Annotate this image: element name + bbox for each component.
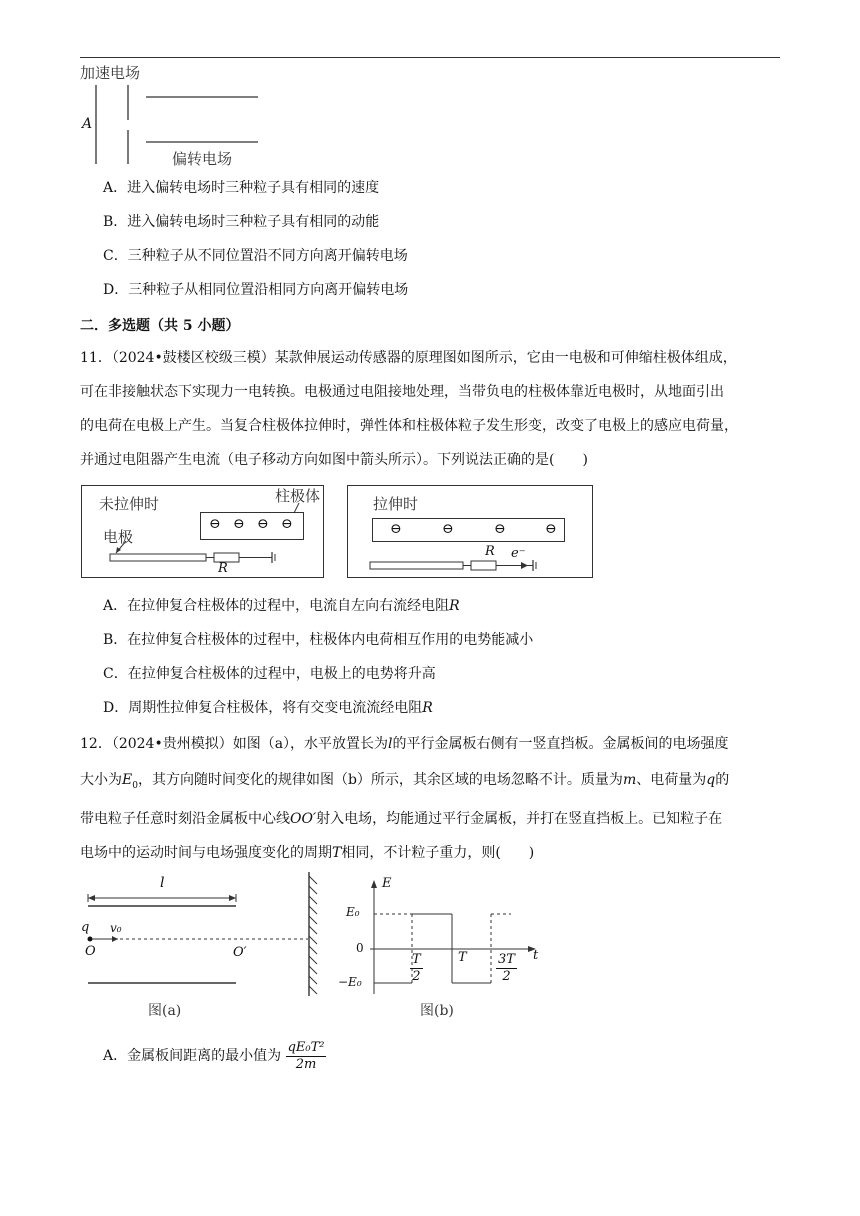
t-3half-label: $\frac{3T}{2}$ [498,952,515,984]
t-half-label: $\frac{T}{2}$ [412,952,421,984]
electron-label: e⁻ [511,546,526,561]
q11-stem-line4: 并通过电阻器产生电流（电子移动方向如图中箭头所示）。下列说法正确的是( ) [80,452,588,468]
q12-stem-line1: 12．（2024•贵州模拟）如图（a），水平放置长为l的平行金属板右侧有一竖直挡板。金属板间的电场强度 [80,736,729,752]
velocity-label: v₀ [110,921,122,935]
charge-icon: ⊖ [281,516,293,532]
e0-label: E₀ [346,905,360,919]
q12-figure-b [336,872,546,1022]
neg-e0-label: −E₀ [338,975,362,989]
figure-a-caption: 图(a) [148,1003,182,1019]
q12-option-a: A．金属板间距离的最小值为 $\frac{\text{qE₀T²}}{2m}$ [103,1039,325,1072]
deflect-field-label: 偏转电场 [172,150,233,168]
q11-figure-unstretched [81,485,324,578]
q11-stem-line3: 的电荷在电极上产生。当复合柱极体拉伸时，弹性体和柱极体粒子发生形变，改变了电极上的感应电荷量， [80,418,738,434]
q11-option-a: A．在拉伸复合柱极体的过程中，电流自左向右流经电阻R [103,598,460,614]
q11-option-b: B．在拉伸复合柱极体的过程中，柱极体内电荷相互作用的电势能减小 [103,632,534,648]
q12-stem-line2: 大小为$E_0$，其方向随时间变化的规律如图（b）所示，其余区域的电场忽略不计。质量为m、电荷量为q的 [80,772,730,791]
charge-icon: ⊖ [442,521,454,537]
circuit-left [82,486,323,577]
electret-label: 柱极体 [275,487,321,505]
q10-option-c: C．三种粒子从不同位置沿不同方向离开偏转电场 [103,248,408,264]
figure-b-caption: 图(b) [420,1003,454,1019]
min-distance-fraction: $\frac{\text{qE₀T²}}{2m}$ [287,1039,325,1072]
q11-stem-line1: 11．（2024•鼓楼区校级三模）某款伸展运动传感器的原理图如图所示，它由一电极和可伸缩柱极体组成， [80,350,737,366]
resistor-label: R [218,561,228,576]
q11-option-d: D．周期性拉伸复合柱极体，将有交变电流流经电阻R [103,700,433,716]
charge-icon: ⊖ [494,521,506,537]
t-full-label: T [458,950,467,965]
q12-figure-a [78,872,328,1022]
exit-label: O′ [233,945,247,960]
q10-option-a: A．进入偏转电场时三种粒子具有相同的速度 [103,180,380,196]
header-rule [80,57,780,58]
length-label: l [160,875,165,891]
circuit-right [348,486,592,577]
q10-option-b: B．进入偏转电场时三种粒子具有相同的动能 [103,214,380,230]
accel-field-label: 加速电场 [80,64,141,82]
q12-stem-line4: 电场中的运动时间与电场强度变化的周期T相同，不计粒子重力，则( ) [80,845,535,861]
charge-icon: ⊖ [390,521,402,537]
origin-label: O [85,944,96,959]
q11-figure-stretched [347,485,593,578]
electrode-label: 电极 [103,528,134,546]
zero-label: 0 [356,941,364,955]
q10-option-d: D．三种粒子从相同位置沿相同方向离开偏转电场 [103,282,409,298]
charge-icon: ⊖ [233,516,245,532]
axis-t-label: t [533,948,539,963]
charge-icon: ⊖ [257,516,269,532]
charge-icon: ⊖ [209,516,221,532]
section-heading: 二．多选题（共 5 小题） [80,318,240,334]
unstretched-title: 未拉伸时 [99,495,160,513]
point-a-label: A [82,116,93,132]
q11-option-c: C．在拉伸复合柱极体的过程中，电极上的电势将升高 [103,666,436,682]
q10-diagram [80,60,280,172]
axis-e-label: E [382,876,392,891]
charge-label: q [81,920,90,935]
resistor-label: R [485,544,495,559]
charge-icon: ⊖ [545,521,557,537]
q11-stem-line2: 可在非接触状态下实现力一电转换。电极通过电阻接地处理，当带负电的柱极体靠近电极时，从地面引出 [80,384,724,400]
stretched-title: 拉伸时 [373,495,419,513]
q12-stem-line3: 带电粒子任意时刻沿金属板中心线OO′射入电场，均能通过平行金属板，并打在竖直挡板上。已知粒子在 [80,811,723,827]
